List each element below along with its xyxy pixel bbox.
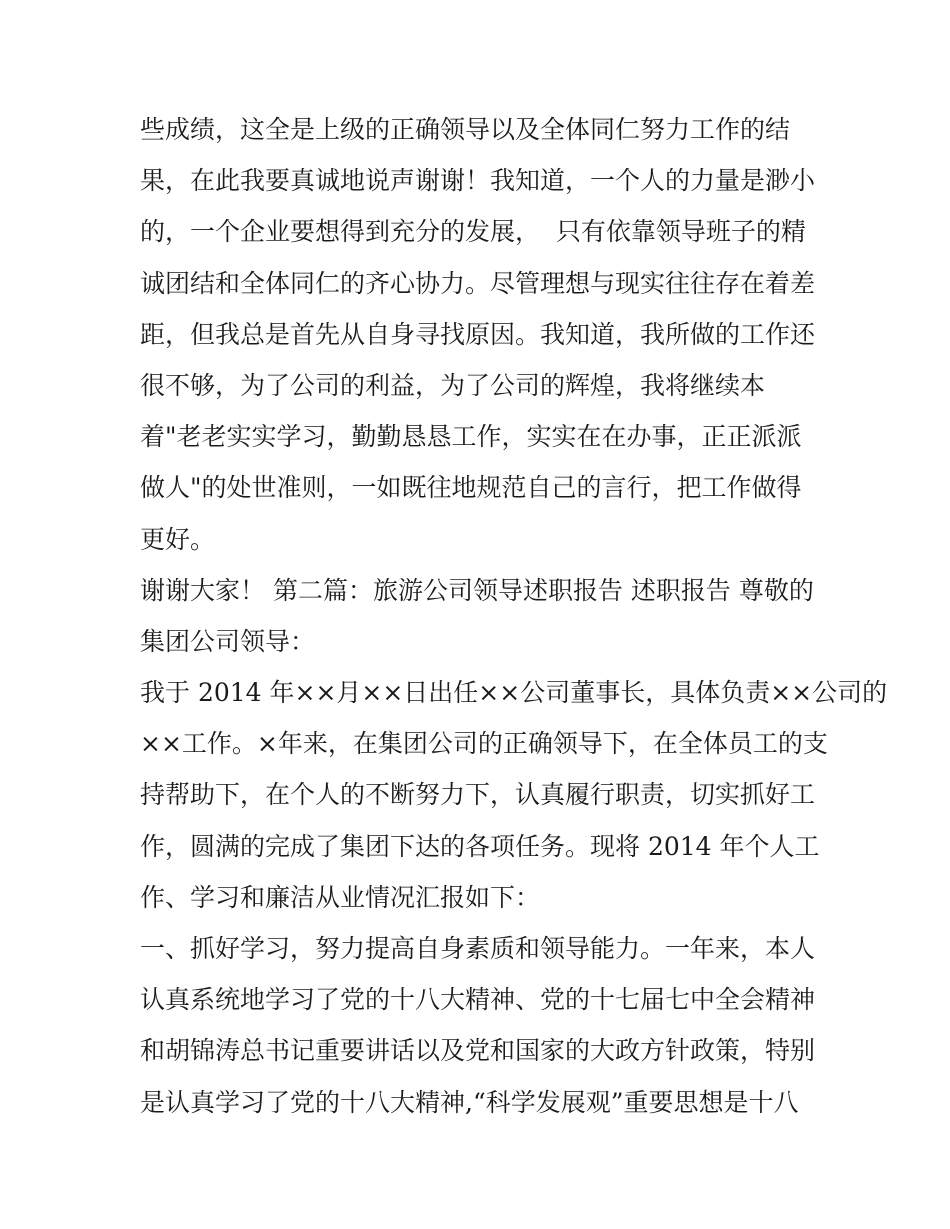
text-line: 集团公司领导： [140,626,316,656]
text-line: 的，一个企业要想得到充分的发展， 只有依靠领导班子的精 [140,217,806,247]
text-line: 着"老老实实学习，勤勤恳恳工作，实实在在办事，正正派派 [140,422,802,452]
text-line: 是认真学习了党的十八大精神,“科学发展观”重要思想是十八 [140,1087,799,1117]
text-line: 持帮助下，在个人的不断努力下，认真履行职责，切实抓好工 [140,780,816,810]
text-line: 更好。 [140,524,216,554]
text-line: 些成绩，这全是上级的正确领导以及全体同仁努力工作的结 [140,115,791,144]
text-line: 谢谢大家！ 第二篇：旅游公司领导述职报告 述职报告 尊敬的 [140,575,814,605]
text-line: 距，但我总是首先从自身寻找原因。我知道，我所做的工作还 [140,319,816,349]
text-line: 作、学习和廉洁从业情况汇报如下： [140,882,541,912]
text-line: 作，圆满的完成了集团下达的各项任务。现将 2014 年个人工 [140,831,820,861]
text-line: 一、抓好学习，努力提高自身素质和领导能力。一年来，本人 [140,934,816,963]
text-line: 诚团结和全体同仁的齐心协力。尽管理想与现实往往存在着差 [140,268,816,298]
text-line: 很不够，为了公司的利益，为了公司的辉煌，我将继续本 [140,370,766,400]
text-line: 我于 2014 年××月××日出任××公司董事长，具体负责××公司的 [140,678,888,708]
text-line: 和胡锦涛总书记重要讲话以及党和国家的大政方针政策，特别 [140,1036,816,1066]
text-line: ××工作。×年来，在集团公司的正确领导下，在全体员工的支 [140,729,828,759]
text-line: 认真系统地学习了党的十八大精神、党的十七届七中全会精神 [140,985,816,1015]
text-line: 做人"的处世准则，一如既往地规范自己的言行，把工作做得 [140,473,802,503]
body-text [140,104,888,1128]
text-line: 果，在此我要真诚地说声谢谢！我知道，一个人的力量是渺小 [140,166,816,196]
